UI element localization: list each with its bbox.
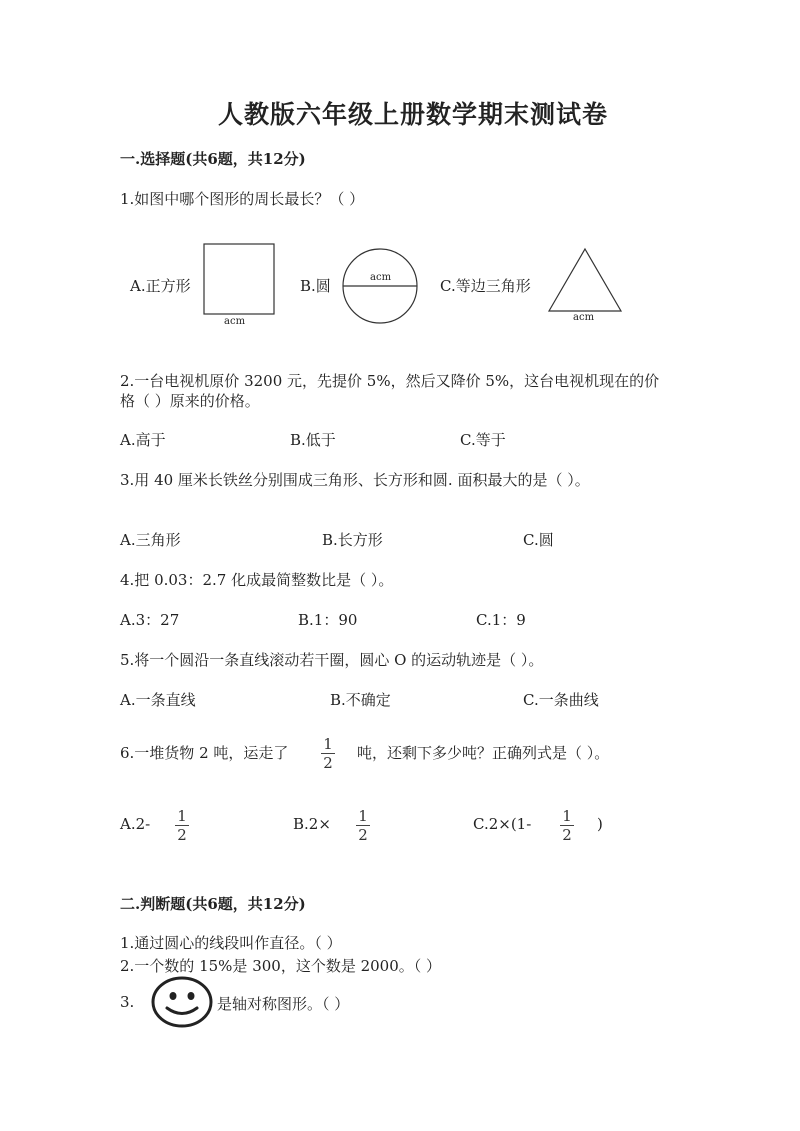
triangle-figure [545,245,625,317]
q2-option-c: C.等于 [460,431,506,449]
question-4: 4.把 0.03：2.7 化成最简整数比是（ ）。 [120,571,394,589]
fraction-numerator: 1 [323,735,333,753]
question-2-line2: 格（ ）原来的价格。 [120,392,260,410]
circle-diameter-label: acm [370,272,392,283]
question-6-part1: 6.一堆货物 2 吨，运走了 [120,744,289,762]
q6-fraction [321,736,335,771]
square-side-label: acm [224,316,246,327]
q2-option-b: B.低于 [290,431,336,449]
triangle-side-label: acm [573,312,595,323]
judgement-question-3-text: 是轴对称图形。（ ） [217,995,350,1013]
q1-option-c-label: C.等边三角形 [440,277,531,295]
q4-option-b: B.1：90 [298,611,358,629]
circle-figure [340,246,420,326]
fraction-denominator: 2 [323,754,333,772]
judgement-question-1: 1.通过圆心的线段叫作直径。（ ） [120,934,342,952]
q6-option-b: B.2× [293,815,331,833]
q4-option-a: A.3：27 [120,611,180,629]
q5-option-c: C.一条曲线 [523,691,599,709]
section-header-choice: 一.选择题(共6题，共12分) [120,150,306,168]
question-6-part2: 吨，还剩下多少吨？正确列式是（ ）。 [357,744,610,762]
q6-option-c-fraction [560,808,574,843]
page-title: 人教版六年级上册数学期末测试卷 [218,100,609,129]
smiley-face-icon [150,975,214,1029]
q6-option-c-close: ) [597,815,603,833]
fraction-denominator: 2 [562,826,572,844]
q3-option-b: B.长方形 [322,531,383,549]
q1-option-a-label: A.正方形 [130,277,191,295]
q6-option-a-fraction [175,808,189,843]
q5-option-a: A.一条直线 [120,691,196,709]
q6-option-a: A.2- [120,815,151,833]
section-header-judgement: 二.判断题(共6题，共12分) [120,895,306,913]
question-5: 5.将一个圆沿一条直线滚动若干圈，圆心 O 的运动轨迹是（ ）。 [120,651,544,669]
q6-option-c: C.2×(1- [473,815,532,833]
q6-option-b-fraction [356,808,370,843]
fraction-numerator: 1 [177,807,187,825]
question-2-line1: 2.一台电视机原价 3200 元，先提价 5%，然后又降价 5%，这台电视机现在的价 [120,372,660,390]
q1-option-b-label: B.圆 [300,277,331,295]
q3-option-c: C.圆 [523,531,554,549]
fraction-denominator: 2 [358,826,368,844]
judgement-question-2: 2.一个数的 15%是 300，这个数是 2000。（ ） [120,957,442,975]
q3-option-a: A.三角形 [120,531,181,549]
fraction-numerator: 1 [562,807,572,825]
fraction-numerator: 1 [358,807,368,825]
q4-option-c: C.1：9 [476,611,526,629]
question-1: 1.如图中哪个图形的周长最长？（ ） [120,190,365,208]
fraction-denominator: 2 [177,826,187,844]
q2-option-a: A.高于 [120,431,166,449]
judgement-question-3-number: 3. [120,993,135,1011]
question-3: 3.用 40 厘米长铁丝分别围成三角形、长方形和圆. 面积最大的是（ ）。 [120,471,590,489]
q5-option-b: B.不确定 [330,691,391,709]
